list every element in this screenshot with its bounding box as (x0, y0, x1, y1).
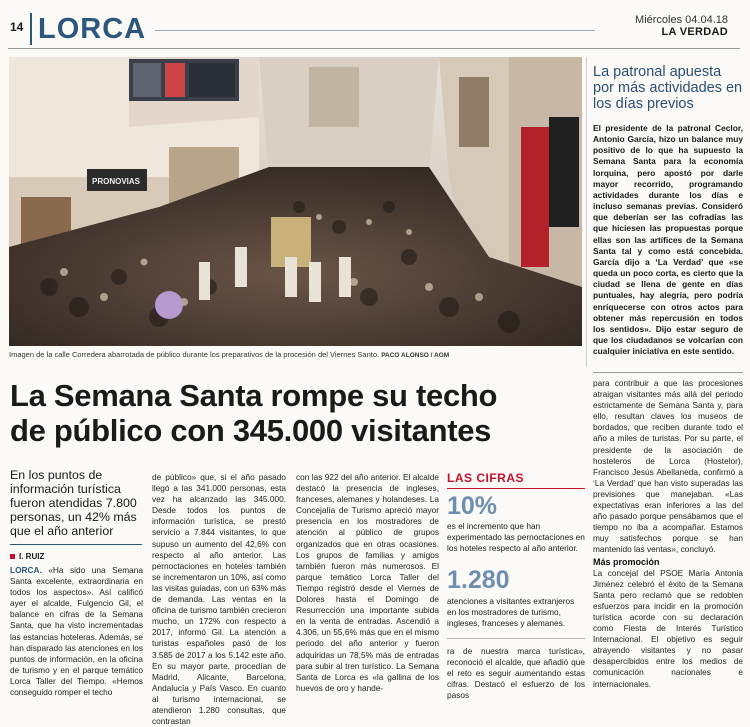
cifras-text-2: atenciones a visitantes extranjeros en los mostradores de turismo, ingleses, franceses y alemanes. (447, 596, 575, 628)
article-column-1 (10, 565, 143, 698)
column-5-text: para contribuir a que las procesiones atraigan visitantes más allá del periodo estrictamente de Semana Santa y, para ello, resultan claves los museos de bordados, que reciben durante todo el año a miles de turistas. Por su parte, el presidente de la asociación de hosteleros de Lorca (Hostelor), Francisco Jesús Abellaneda, confirmó a ‘La Verdad’ que han visto superadas las previsiones que manejaban. «Las expectativas eran inferiores a las del año pasado porque pensábamos que el tiempo no iba a acompañar. Estamos muy satisfechos porque se han mantenido las ventas», concluyó. (593, 378, 743, 555)
section-title: LORCA (30, 13, 146, 45)
article-column-5 (593, 378, 743, 690)
byline-author: I. RUIZ (19, 552, 45, 561)
newspaper-name: LA VERDAD (661, 26, 728, 38)
article-headline (10, 378, 600, 448)
issue-date: Miércoles 04.04.18 (635, 14, 728, 26)
sidebar-body: El presidente de la patronal Ceclor, Antonio García, hizo un balance muy positivo de lo que ha supuesto la Semana Santa para la economía lorquina, pero apostó por darle mayor recorrido, programando actividades durante los días e incluso semanas previas. Consideró que deberían ser las cofradías las que hiciesen las propuestas porque ellas son las artífices de la Semana Santa tal y como está concebida. García dijo a ‘La Verdad’ que «se queda un poco corta, es cierto que la ciudad se llena de gente en días puntuales, hay alegría, pero podría enriquecerse con otros actos para obtener más repercusión en todos los sentidos». Dijo estar seguro de que los ciudadanos se volcarían con cualquier iniciativa en este sentido. (593, 123, 743, 357)
byline-marker-icon (10, 554, 15, 559)
procession-photo-illustration (9, 57, 582, 346)
article-column-2: de público» que, si el año pasado llegó a las 341.000 personas, esta vez ha alcanzado las 345.000. Desde todos los puntos de información turística, se prestó servicio a 7.844 visitantes, lo que supuso un aumento del 42,6% con respecto al año anterior. Las pernoctaciones en hoteles también se incrementaron un 10%, así como las visitas guiadas, con un 63% más de demanda. Las ventas en la oficina de turismo también crecieron mucho, un 172% con respecto a 2017, informó Gil. La atención a turistas españoles pasó de los 3.585 de 2017 a los 5.142 este año. En su mayor parte, procedían de Madrid, Alicante, Barcelona, Andalucía y País Vasco. En cuanto al turismo internacional, se atendieron 1.280 consultas, que contrastan (152, 472, 286, 727)
cifras-separator (447, 638, 585, 639)
photo-credit: PACO ALONSO / AGM (381, 352, 450, 359)
photo-caption (9, 350, 589, 359)
headline-line-2: de público con 345.000 visitantes (10, 413, 492, 448)
article-column-3: con las 922 del año anterior. El alcalde destacó la presencia de ingleses, franceses, alemanes y holandeses. La Concejalía de Turismo apreció mayor presencia en los mostradores de atención al público de grupos organizados que en otras ocasiones. Los grupos de familias y amigos también fueron más numerosos. El parque temático Lorca Taller del Tiempo registró desde el Viernes de Dolores hasta el Domingo de Resurrección una importante subida en la venta de entradas. Ascendió a 4.306, un 55,6% más que en el mismo periodo del año anterior y fueron adquiridas un 78,5% más de entradas para subir al tren turístico. La Semana Santa de Lorca es «la gallina de los huevos de oro y hande- (296, 472, 439, 693)
article-column-4: ra de nuestra marca turística», reconoció el alcalde, que añadió que el reto es seguir aumentando estas cifras. Destacó el esfuerzo de los pasos (447, 646, 585, 701)
column-separator (586, 57, 587, 367)
caption-text: Imagen de la calle Corredera abarrotada de público durante los preparativos de la procesión del Viernes Santo. (9, 350, 380, 359)
right-column-rule (593, 372, 743, 373)
headline-line-1: La Semana Santa rompe su techo (10, 378, 498, 413)
cifras-text-1: es el incremento que han experimentado las pernoctaciones en los hoteles respecto al año anterior. (447, 521, 585, 553)
subheading-mas-promocion: Más promoción (593, 556, 660, 567)
procession-photo (9, 57, 582, 346)
cifras-figure-1: 10% (447, 492, 498, 520)
subhead-rule (10, 544, 142, 545)
column-1-text: «Ha sido una Semana Santa excelente, extraordinaria en todos los aspectos». Así calificó ayer el alcalde, Fulgencio Gil, el balance en cifras de la Semana Santa, que ha visto incrementadas las estancias hoteleras. Además, se han disparado las atenciones en los puntos de información, en la oficina de turismo y en el parque temático Lorca Taller del Tiempo. «Hemos conseguido romper el techo (10, 565, 143, 698)
cifras-rule (447, 488, 585, 489)
cifras-title: LAS CIFRAS (447, 471, 524, 485)
page-number: 14 (10, 20, 24, 34)
sidebar-headline: La patronal apuesta por más actividades en los días previos (593, 64, 743, 112)
column-5b-text: La concejal del PSOE María Antonia Jiménez celebró el éxito de la Semana Santa pero reclamó que se redoblen esfuerzos para incidir en la promoción turística acorde con su declaración como Fiesta de Interés Turístico Internacional. El objetivo es seguir atrayendo visitantes y no pasar desapercibidos entre los medios de comunicación nacionales e internacionales. (593, 567, 743, 689)
top-rule (8, 48, 740, 49)
cifras-figure-2: 1.280 (447, 566, 510, 594)
header-rule (155, 30, 595, 31)
byline (10, 552, 44, 561)
article-subhead: En los puntos de información turística fueron atendidas 7.800 personas, un 42% más que el año anterior (10, 468, 137, 538)
dateline: LORCA. (10, 565, 42, 575)
shop-sign: PRONOVIAS (92, 177, 141, 186)
